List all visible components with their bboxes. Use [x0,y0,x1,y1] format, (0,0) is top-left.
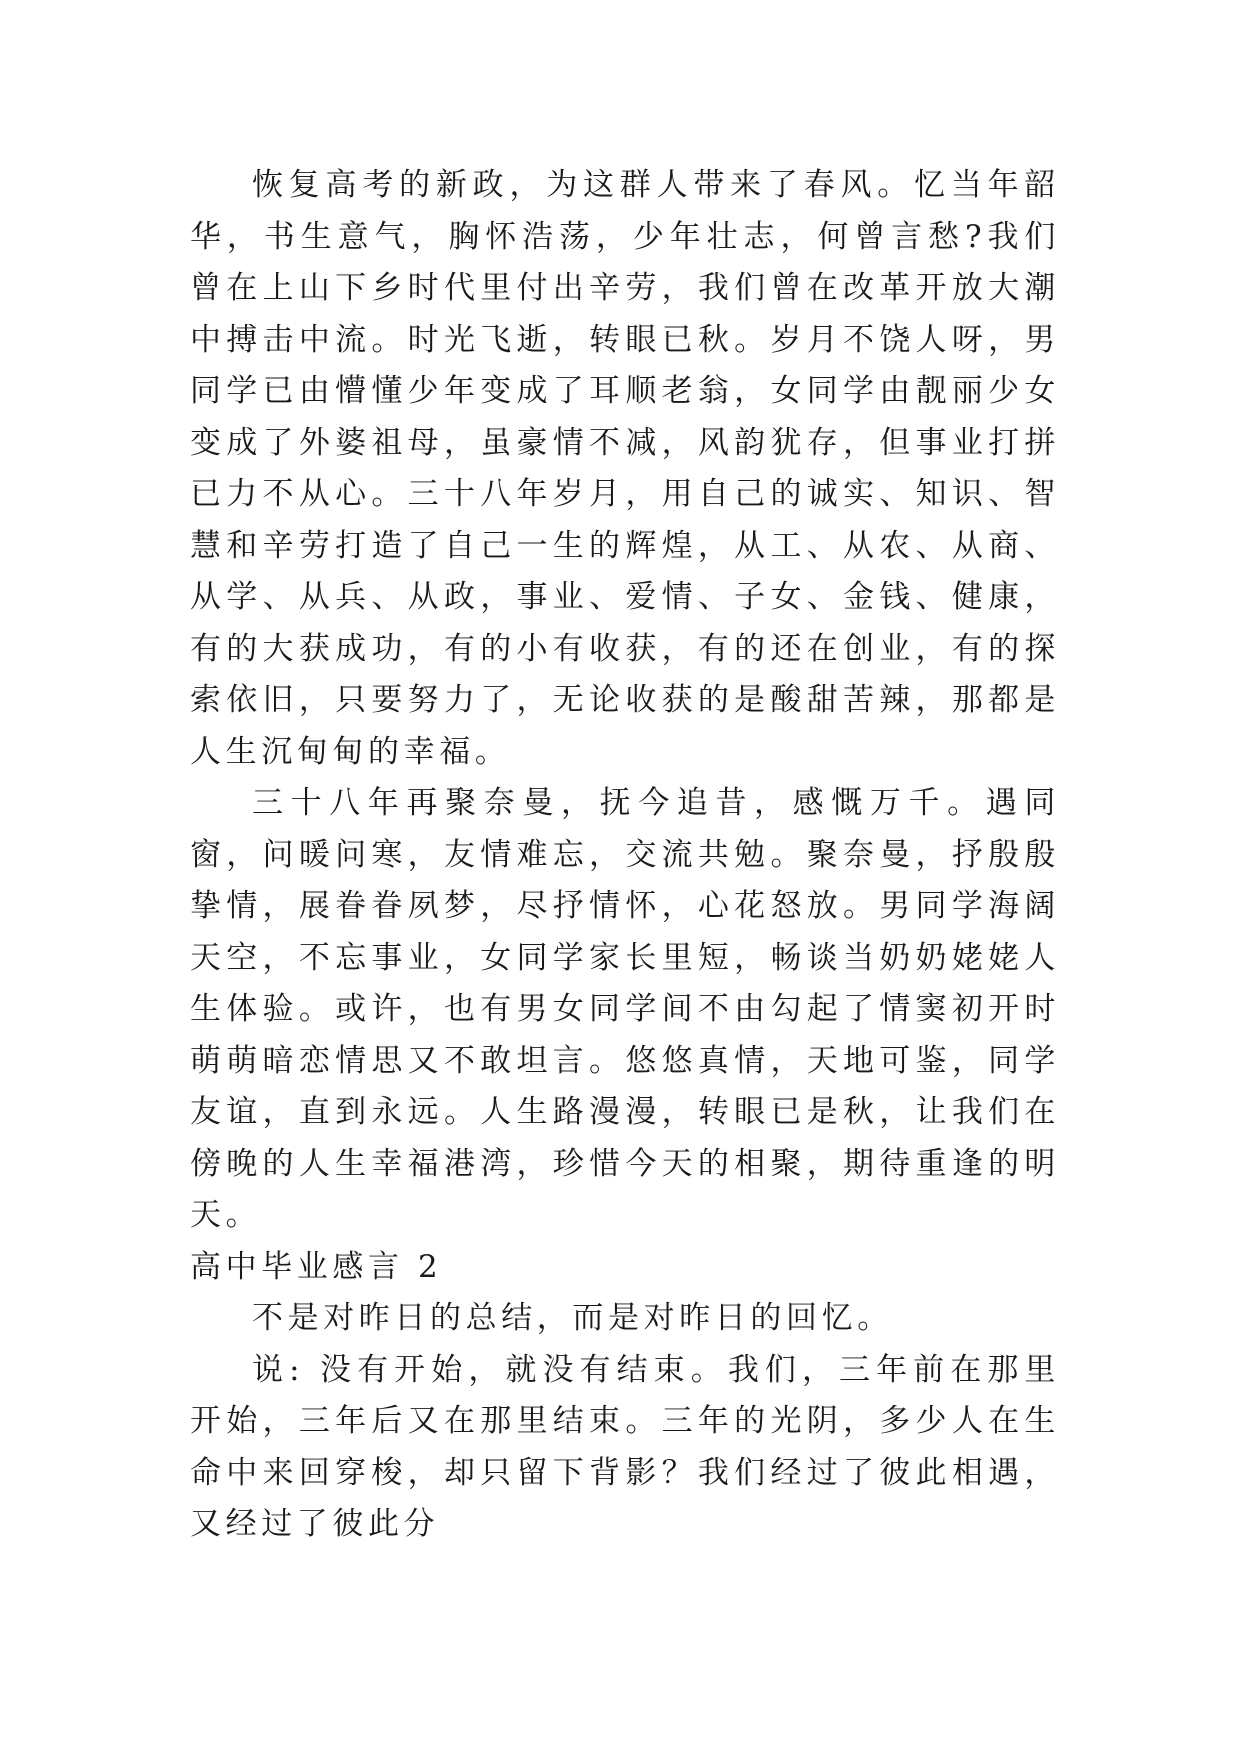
document-body [190,160,1060,1551]
paragraph: 恢复高考的新政，为这群人带来了春风。忆当年韶华，书生意气，胸怀浩荡，少年壮志，何曾言愁?我们曾在上山下乡时代里付出辛劳，我们曾在改革开放大潮中搏击中流。时光飞逝，转眼已秋。岁月不饶人呀，男同学已由懵懂少年变成了耳顺老翁，女同学由靓丽少女变成了外婆祖母，虽豪情不减，风韵犹存，但事业打拼已力不从心。三十八年岁月，用自己的诚实、知识、智慧和辛劳打造了自己一生的辉煌，从工、从农、从商、从学、从兵、从政，事业、爱情、子女、金钱、健康，有的大获成功，有的小有收获，有的还在创业，有的探索依旧，只要努力了，无论收获的是酸甜苦辣，那都是人生沉甸甸的幸福。 [190,167,1060,770]
section-heading: 高中毕业感言 2 [190,1248,443,1285]
paragraph: 说: 没有开始，就没有结束。我们，三年前在那里开始，三年后又在那里结束。三年的光阴，多少人在生命中来回穿梭，却只留下背影？我们经过了彼此相遇，又经过了彼此分 [190,1351,1060,1542]
paragraph: 三十八年再聚奈曼，抚今追昔，感慨万千。遇同窗，问暖问寒，友情难忘，交流共勉。聚奈曼，抒殷殷挚情，展眷眷夙梦，尽抒情怀，心花怒放。男同学海阔天空，不忘事业，女同学家长里短，畅谈当奶奶姥姥人生体验。或许，也有男女同学间不由勾起了情窦初开时萌萌暗恋情思又不敢坦言。悠悠真情，天地可鉴，同学友谊，直到永远。人生路漫漫，转眼已是秋，让我们在傍晚的人生幸福港湾，珍惜今天的相聚，期待重逢的明天。 [190,785,1060,1233]
paragraph: 不是对昨日的总结，而是对昨日的回忆。 [252,1300,893,1336]
